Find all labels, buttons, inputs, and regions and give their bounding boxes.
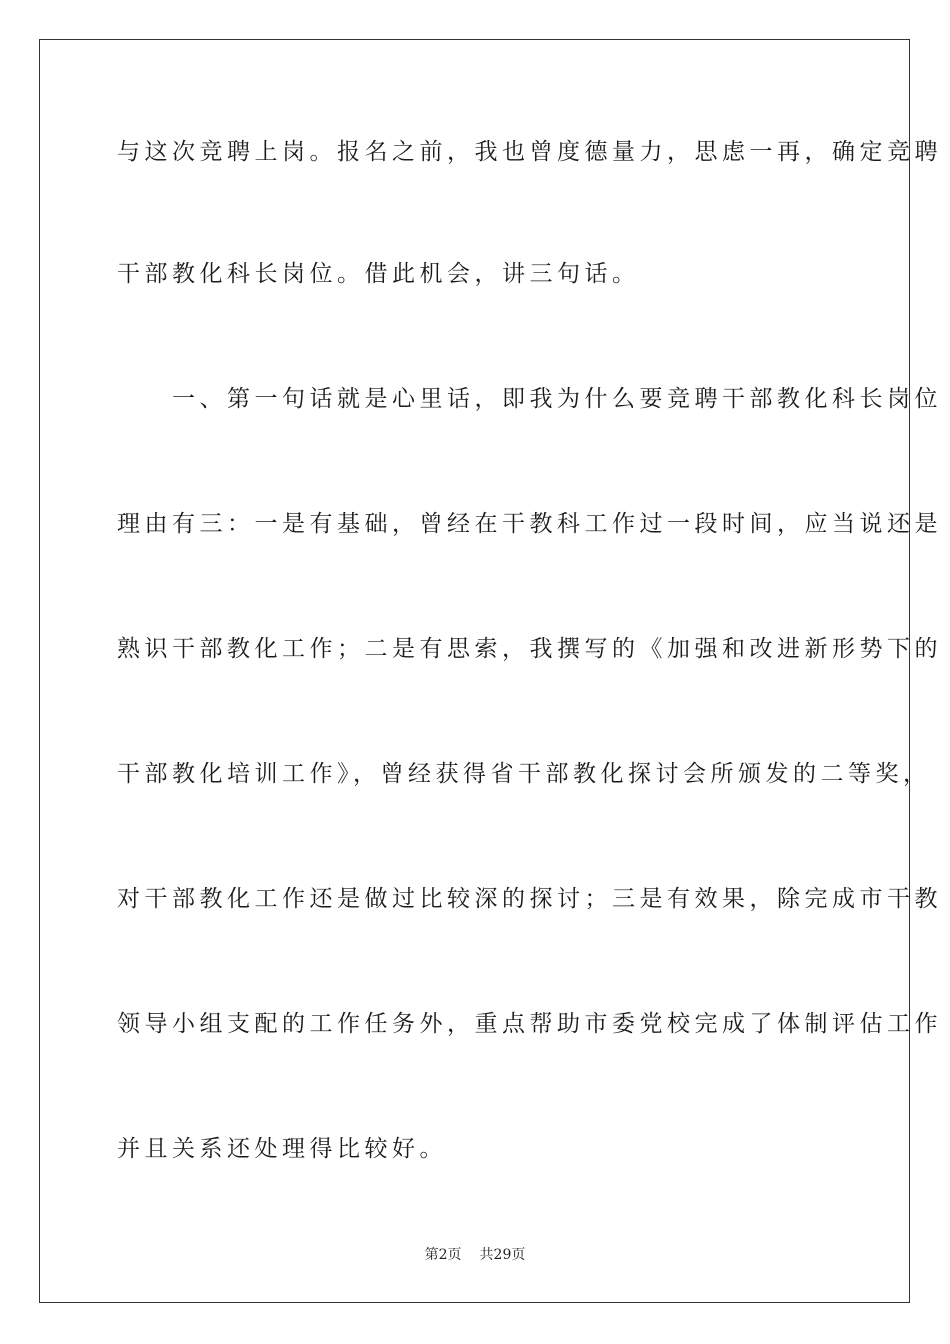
page-border [39,39,942,1303]
text-line: 并且关系还处理得比较好。 [117,1136,447,1162]
text-line: 干部教化培训工作》，曾经获得省干部教化探讨会所颁发的二等奖， [117,761,931,787]
text-line: 领导小组支配的工作任务外，重点帮助市委党校完成了体制评估工作 [117,1011,942,1037]
text-line: 熟识干部教化工作；二是有思索，我撰写的《加强和改进新形势下的 [117,636,942,662]
page-number: 第2页 [424,1247,462,1263]
text-line: 与这次竞聘上岗。报名之前，我也曾度德量力，思虑一再，确定竞聘 [117,139,942,165]
page-footer [0,1246,950,1264]
text-line: 干部教化科长岗位。借此机会，讲三句话。 [117,261,640,287]
text-line: 理由有三：一是有基础，曾经在干教科工作过一段时间，应当说还是 [117,511,942,537]
text-line: 一、第一句话就是心里话，即我为什么要竞聘干部教化科长岗位 [117,386,942,412]
page-total: 共29页 [479,1247,526,1263]
text-line: 对干部教化工作还是做过比较深的探讨；三是有效果，除完成市干教 [117,886,942,912]
